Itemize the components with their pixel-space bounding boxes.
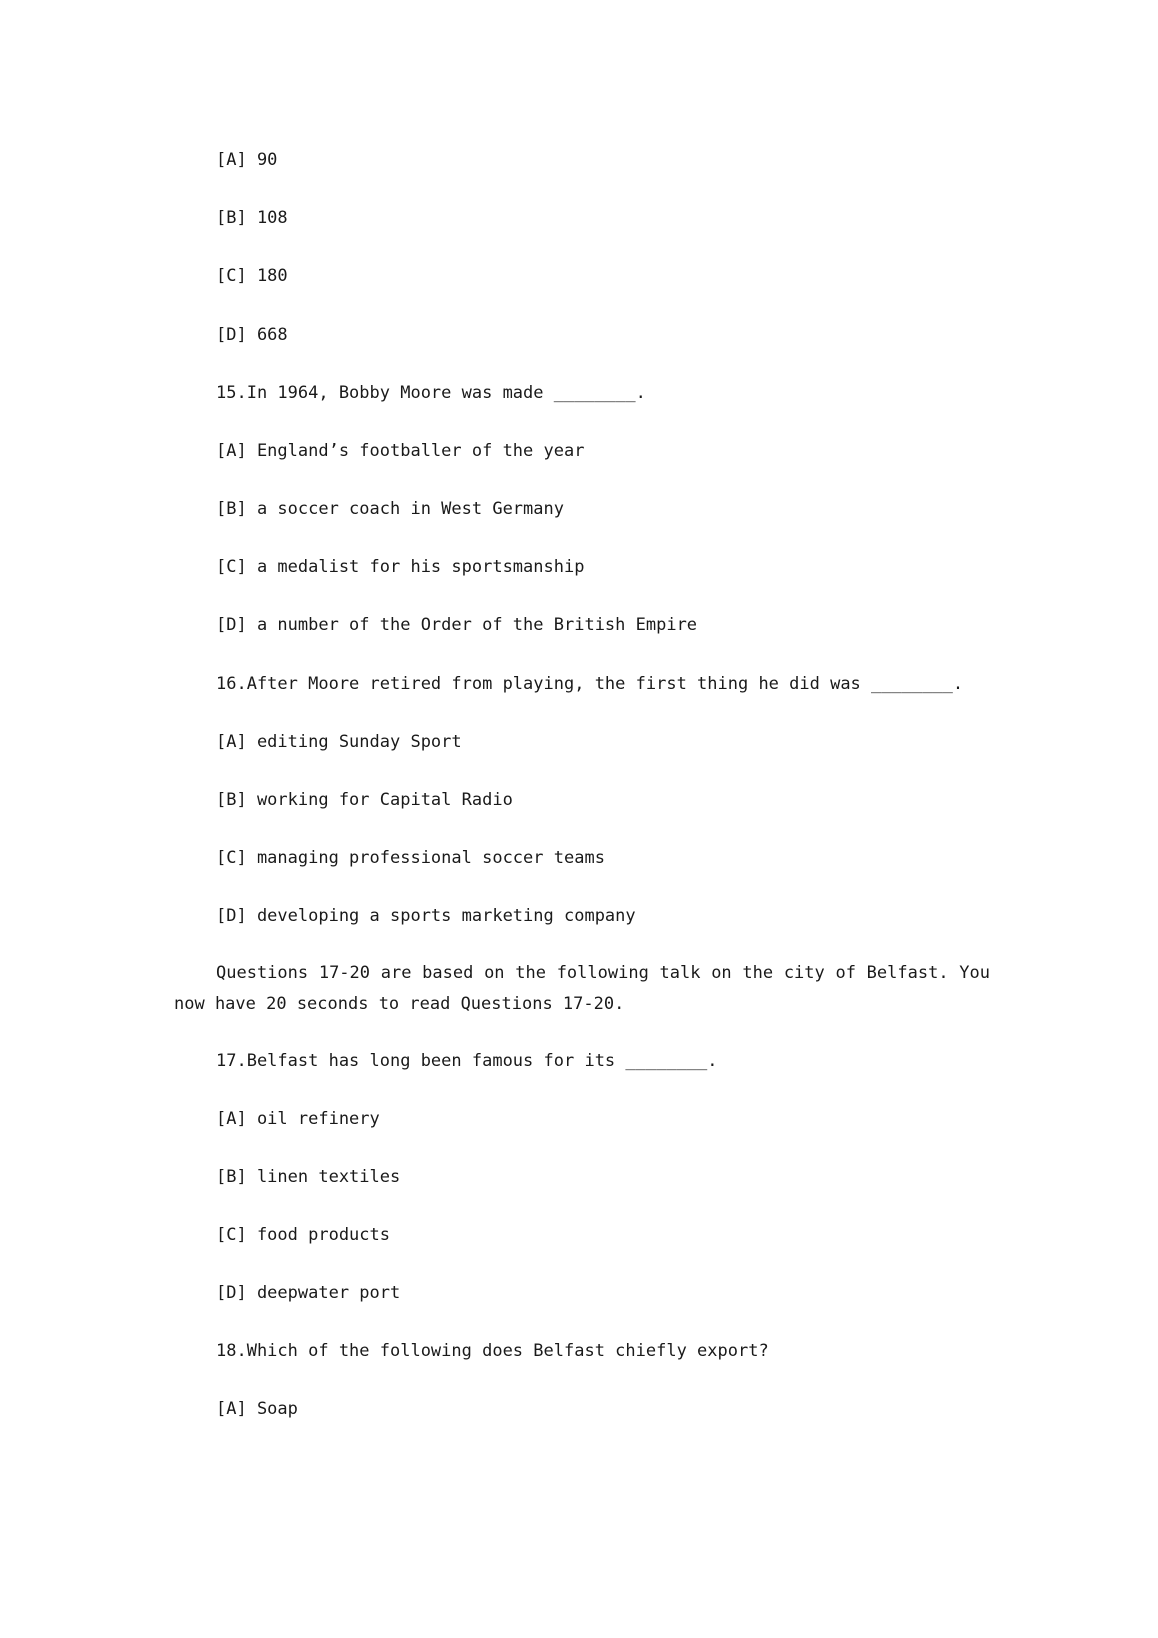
q17-stem: 17.Belfast has long been famous for its ________. [216,1051,718,1071]
q16-option-d: [D] developing a sports marketing company [216,906,636,926]
q15-option-b: [B] a soccer coach in West Germany [216,499,564,519]
q15-option-a: [A] England’s footballer of the year [216,441,585,461]
q16-option-a: [A] editing Sunday Sport [216,732,462,752]
q14-option-b: [B] 108 [216,208,288,228]
q16-stem: 16.After Moore retired from playing, the first thing he did was ________. [216,674,964,694]
q16-option-c: [C] managing professional soccer teams [216,848,605,868]
q18-option-a: [A] Soap [216,1399,298,1419]
q17-option-b: [B] linen textiles [216,1167,401,1187]
q17-option-d: [D] deepwater port [216,1283,401,1303]
q15-option-d: [D] a number of the Order of the British Empire [216,615,698,635]
q17-option-a: [A] oil refinery [216,1109,380,1129]
q18-stem: 18.Which of the following does Belfast chiefly export? [216,1341,769,1361]
q15-stem: 15.In 1964, Bobby Moore was made ________. [216,383,646,403]
section-instruction: Questions 17-20 are based on the following talk on the city of Belfast. You now have 20 seconds to read Questions 17-20. [174,963,990,1014]
q14-option-d: [D] 668 [216,325,288,345]
q14-option-c: [C] 180 [216,266,288,286]
q16-option-b: [B] working for Capital Radio [216,790,513,810]
q17-option-c: [C] food products [216,1225,390,1245]
q15-option-c: [C] a medalist for his sportsmanship [216,557,585,577]
q14-option-a: [A] 90 [216,150,278,170]
